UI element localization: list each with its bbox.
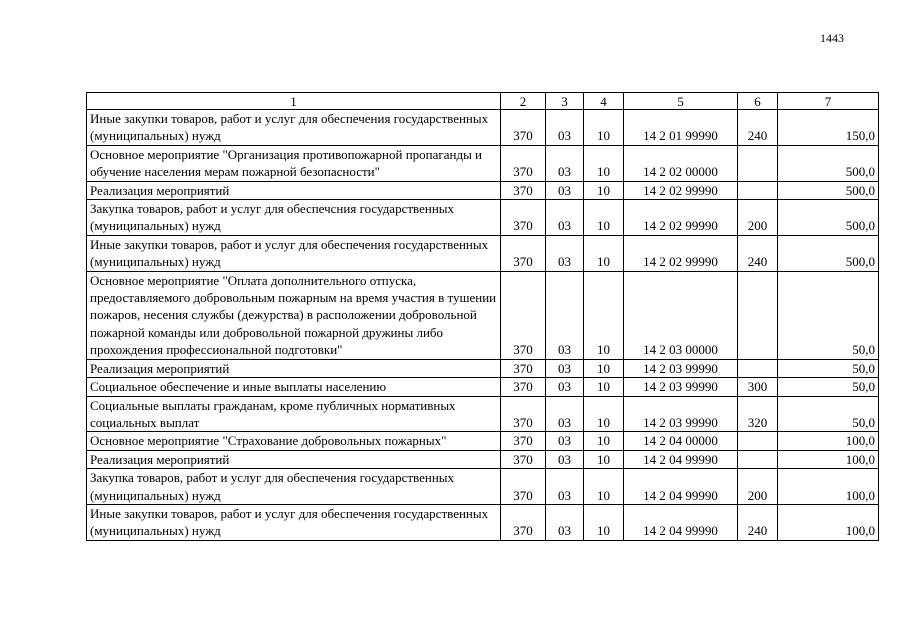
cell-pr: 10 — [584, 271, 624, 359]
cell-csr: 14 2 01 99990 — [624, 110, 738, 146]
table-row — [87, 378, 879, 396]
cell-name: Основное мероприятие "Оплата дополнительного отпуска, предоставляемого добровольным пожарным на время участия в тушении пожаров, несения службы (дежурства) в расположении добровольной пожарной команды или добровольной пожарной дружины либо прохождения профессиональной подготовки" — [87, 271, 501, 359]
cell-rz: 03 — [546, 396, 584, 432]
cell-rz: 03 — [546, 200, 584, 236]
cell-name: Социальные выплаты гражданам, кроме публичных нормативных социальных выплат — [87, 396, 501, 432]
cell-vr — [738, 359, 778, 377]
cell-ved: 370 — [501, 504, 546, 540]
cell-ved: 370 — [501, 110, 546, 146]
cell-sum: 100,0 — [778, 450, 879, 468]
cell-csr: 14 2 02 99990 — [624, 235, 738, 271]
cell-vr — [738, 181, 778, 199]
cell-name: Иные закупки товаров, работ и услуг для обеспечения государственных (муниципальных) нужд — [87, 110, 501, 146]
cell-csr: 14 2 04 99990 — [624, 450, 738, 468]
cell-vr — [738, 145, 778, 181]
cell-rz: 03 — [546, 450, 584, 468]
cell-sum: 50,0 — [778, 396, 879, 432]
cell-name: Реализация мероприятий — [87, 359, 501, 377]
cell-sum: 50,0 — [778, 378, 879, 396]
column-header: 4 — [584, 93, 624, 110]
cell-pr: 10 — [584, 145, 624, 181]
cell-pr: 10 — [584, 378, 624, 396]
cell-ved: 370 — [501, 450, 546, 468]
cell-sum: 100,0 — [778, 432, 879, 450]
cell-vr — [738, 432, 778, 450]
cell-sum: 100,0 — [778, 469, 879, 505]
cell-csr: 14 2 03 00000 — [624, 271, 738, 359]
cell-ved: 370 — [501, 396, 546, 432]
cell-ved: 370 — [501, 469, 546, 505]
cell-pr: 10 — [584, 504, 624, 540]
cell-sum: 500,0 — [778, 200, 879, 236]
cell-rz: 03 — [546, 271, 584, 359]
cell-sum: 100,0 — [778, 504, 879, 540]
cell-sum: 50,0 — [778, 271, 879, 359]
table-row — [87, 504, 879, 540]
cell-rz: 03 — [546, 432, 584, 450]
cell-vr: 240 — [738, 110, 778, 146]
cell-pr: 10 — [584, 469, 624, 505]
cell-csr: 14 2 02 99990 — [624, 200, 738, 236]
cell-ved: 370 — [501, 181, 546, 199]
cell-pr: 10 — [584, 450, 624, 468]
cell-ved: 370 — [501, 359, 546, 377]
column-header: 6 — [738, 93, 778, 110]
cell-name: Иные закупки товаров, работ и услуг для обеспечения государственных (муниципальных) нужд — [87, 235, 501, 271]
cell-ved: 370 — [501, 271, 546, 359]
cell-vr: 200 — [738, 200, 778, 236]
budget-table — [86, 92, 879, 541]
cell-sum: 500,0 — [778, 235, 879, 271]
cell-name: Иные закупки товаров, работ и услуг для обеспечения государственных (муниципальных) нужд — [87, 504, 501, 540]
cell-csr: 14 2 03 99990 — [624, 396, 738, 432]
cell-pr: 10 — [584, 181, 624, 199]
cell-name: Реализация мероприятий — [87, 181, 501, 199]
table-row — [87, 145, 879, 181]
table-row — [87, 271, 879, 359]
column-header: 1 — [87, 93, 501, 110]
cell-rz: 03 — [546, 504, 584, 540]
table-row — [87, 432, 879, 450]
cell-ved: 370 — [501, 235, 546, 271]
cell-csr: 14 2 02 00000 — [624, 145, 738, 181]
cell-vr: 240 — [738, 235, 778, 271]
cell-ved: 370 — [501, 145, 546, 181]
cell-sum: 500,0 — [778, 145, 879, 181]
cell-rz: 03 — [546, 110, 584, 146]
cell-sum: 150,0 — [778, 110, 879, 146]
cell-csr: 14 2 03 99990 — [624, 359, 738, 377]
cell-pr: 10 — [584, 432, 624, 450]
cell-csr: 14 2 02 99990 — [624, 181, 738, 199]
cell-rz: 03 — [546, 378, 584, 396]
table-row — [87, 235, 879, 271]
table-row — [87, 181, 879, 199]
cell-name: Социальное обеспечение и иные выплаты населению — [87, 378, 501, 396]
cell-ved: 370 — [501, 432, 546, 450]
cell-rz: 03 — [546, 469, 584, 505]
cell-pr: 10 — [584, 359, 624, 377]
cell-csr: 14 2 04 00000 — [624, 432, 738, 450]
cell-rz: 03 — [546, 359, 584, 377]
cell-pr: 10 — [584, 110, 624, 146]
cell-name: Основное мероприятие "Страхование добровольных пожарных" — [87, 432, 501, 450]
cell-csr: 14 2 03 99990 — [624, 378, 738, 396]
cell-name: Реализация мероприятий — [87, 450, 501, 468]
column-header: 3 — [546, 93, 584, 110]
cell-pr: 10 — [584, 396, 624, 432]
cell-rz: 03 — [546, 235, 584, 271]
table-row — [87, 450, 879, 468]
cell-csr: 14 2 04 99990 — [624, 469, 738, 505]
cell-name: Закупка товаров, работ и услуг для обеспечсния государственных (муниципальных) нужд — [87, 200, 501, 236]
column-header: 5 — [624, 93, 738, 110]
page-number: 1443 — [820, 31, 844, 45]
table-row — [87, 200, 879, 236]
cell-vr — [738, 271, 778, 359]
cell-vr: 300 — [738, 378, 778, 396]
cell-name: Основное мероприятие "Организация противопожарной пропаганды и обучение населения мерам пожарной безопасности" — [87, 145, 501, 181]
table-row — [87, 110, 879, 146]
table-header-row — [87, 93, 879, 110]
cell-rz: 03 — [546, 145, 584, 181]
cell-sum: 500,0 — [778, 181, 879, 199]
column-header: 7 — [778, 93, 879, 110]
cell-vr: 200 — [738, 469, 778, 505]
cell-vr: 320 — [738, 396, 778, 432]
cell-ved: 370 — [501, 200, 546, 236]
cell-ved: 370 — [501, 378, 546, 396]
cell-vr — [738, 450, 778, 468]
table-row — [87, 469, 879, 505]
cell-rz: 03 — [546, 181, 584, 199]
cell-sum: 50,0 — [778, 359, 879, 377]
table-row — [87, 359, 879, 377]
cell-csr: 14 2 04 99990 — [624, 504, 738, 540]
table-row — [87, 396, 879, 432]
cell-name: Закупка товаров, работ и услуг для обеспечения государственных (муниципальных) нужд — [87, 469, 501, 505]
cell-pr: 10 — [584, 200, 624, 236]
column-header: 2 — [501, 93, 546, 110]
cell-vr: 240 — [738, 504, 778, 540]
cell-pr: 10 — [584, 235, 624, 271]
